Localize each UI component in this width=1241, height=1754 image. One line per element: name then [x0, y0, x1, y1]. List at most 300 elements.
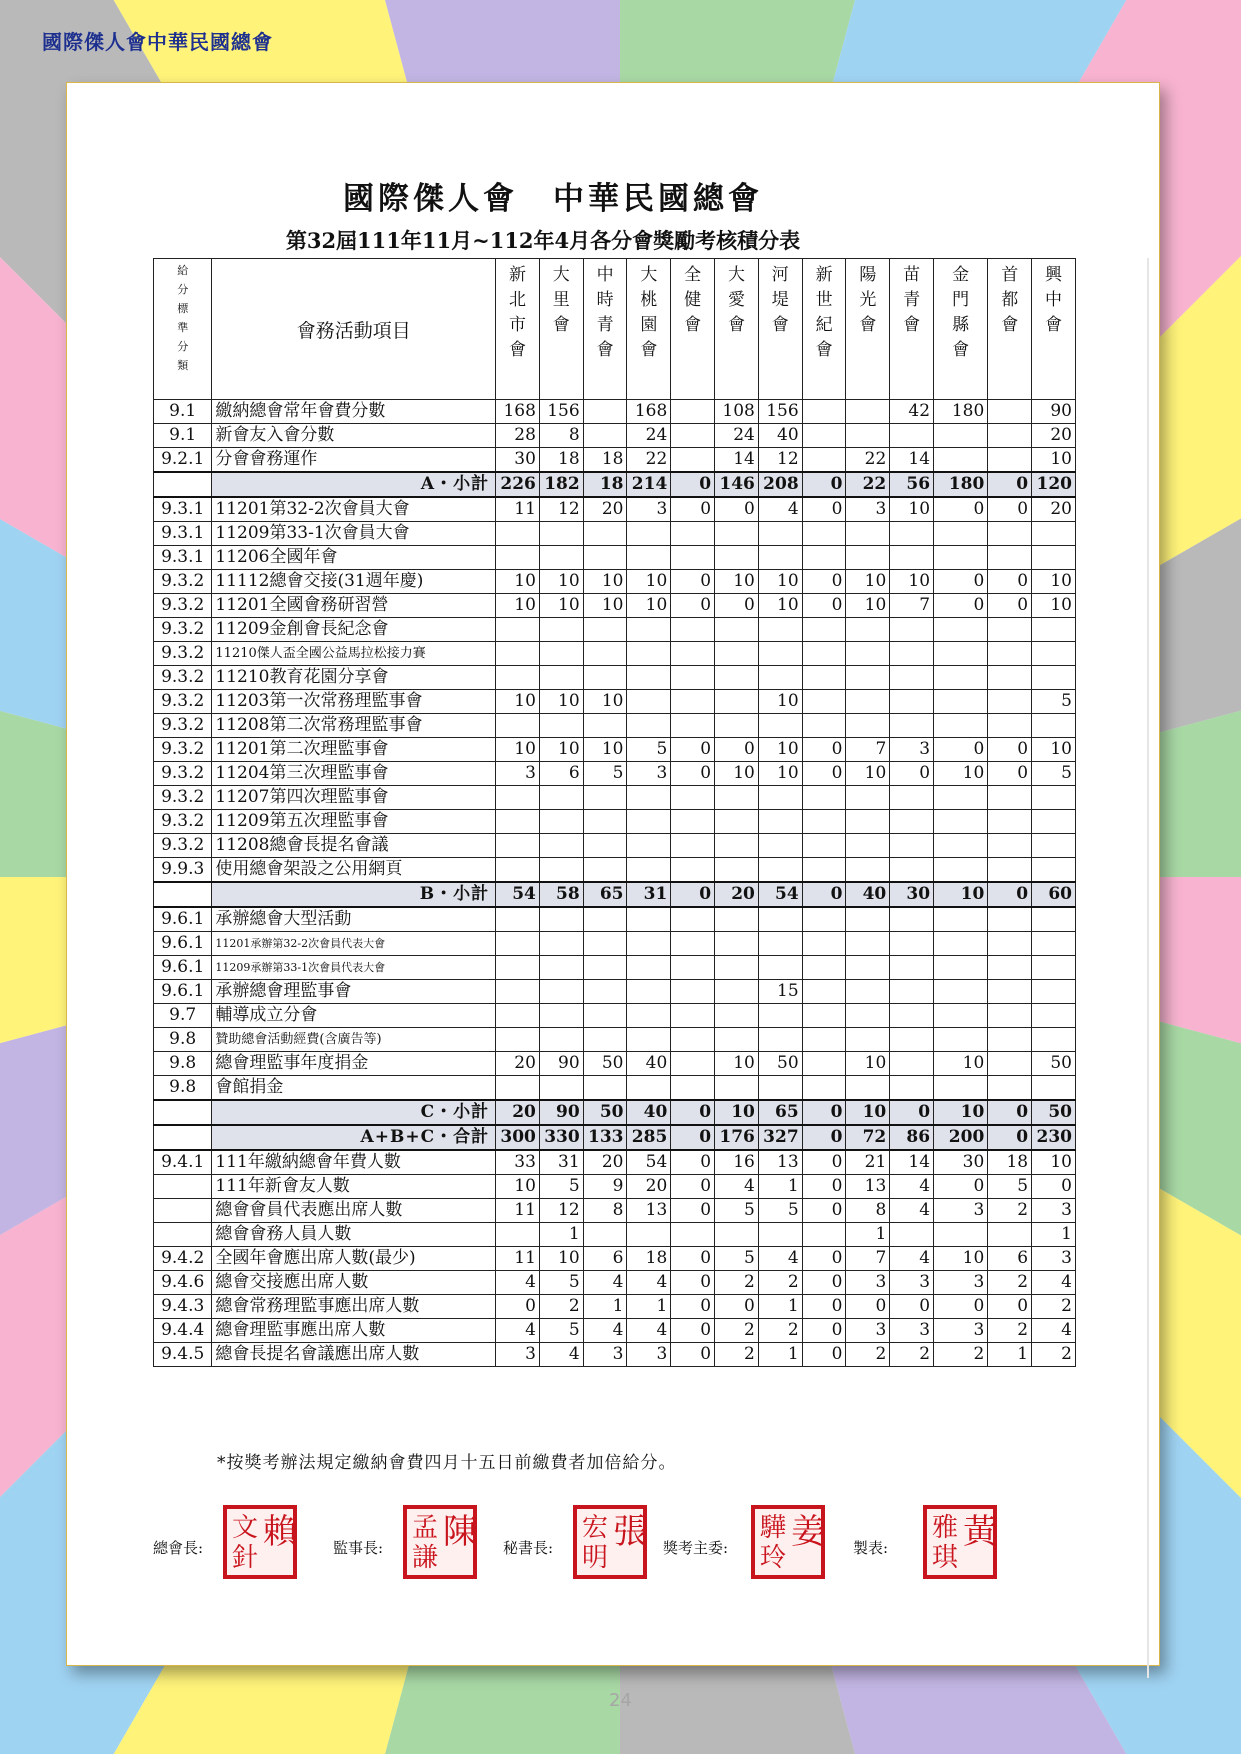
score-cell: 10: [846, 762, 890, 786]
table-row: [154, 497, 1076, 522]
club-header-char: 光: [859, 290, 877, 310]
score-cell: 0: [671, 738, 715, 762]
row-code: 9.9.3: [154, 858, 212, 883]
score-cell: [802, 956, 846, 980]
club-header-char: 興: [1045, 265, 1063, 285]
score-cell: [758, 642, 802, 666]
club-header-char: 中: [596, 265, 614, 285]
score-cell: [671, 1052, 715, 1076]
club-header: [496, 259, 540, 400]
score-cell: 2: [539, 1295, 583, 1319]
row-item: 11209第五次理監事會: [212, 810, 496, 834]
score-cell: [1032, 907, 1076, 932]
club-header-char: 全: [684, 265, 702, 285]
club-header-char: 桃: [640, 290, 658, 310]
score-cell: 10: [539, 690, 583, 714]
score-cell: [988, 1028, 1032, 1052]
row-code: 9.3.2: [154, 618, 212, 642]
club-header-char: 世: [815, 290, 833, 310]
score-cell: [671, 810, 715, 834]
score-cell: 3: [934, 1271, 988, 1295]
score-cell: [496, 714, 540, 738]
row-item: 贊助總會活動經費(含廣告等): [212, 1028, 496, 1052]
subtotal-row: [154, 1125, 1076, 1150]
score-cell: [890, 642, 934, 666]
table-row: [154, 956, 1076, 980]
score-cell: [496, 956, 540, 980]
score-cell: 18: [583, 472, 627, 497]
score-cell: 72: [846, 1125, 890, 1150]
row-code: 9.3.2: [154, 714, 212, 738]
score-cell: 10: [583, 738, 627, 762]
score-cell: 0: [802, 1295, 846, 1319]
score-cell: 0: [988, 738, 1032, 762]
score-cell: [496, 1076, 540, 1101]
score-cell: [846, 932, 890, 956]
score-cell: 0: [671, 1125, 715, 1150]
score-cell: [988, 1004, 1032, 1028]
score-cell: [802, 424, 846, 448]
club-header-char: 會: [596, 340, 614, 360]
score-cell: [671, 858, 715, 883]
row-item: 11204第三次理監事會: [212, 762, 496, 786]
seal-character: 黃: [963, 1512, 997, 1552]
score-cell: [758, 1076, 802, 1101]
footnote: *按獎考辦法規定繳納會費四月十五日前繳費者加倍給分。: [217, 1453, 677, 1473]
score-cell: 12: [539, 497, 583, 522]
score-cell: [846, 980, 890, 1004]
score-cell: [671, 907, 715, 932]
red-seal-stamp: [223, 1505, 297, 1579]
score-cell: 16: [715, 1150, 759, 1175]
score-cell: [715, 858, 759, 883]
seal-character: 宏: [581, 1513, 608, 1543]
score-cell: [802, 666, 846, 690]
score-cell: 0: [934, 570, 988, 594]
score-cell: 168: [627, 400, 671, 424]
row-item: 11209第33-1次會員大會: [212, 522, 496, 546]
score-cell: 0: [671, 1150, 715, 1175]
score-cell: [988, 1076, 1032, 1101]
club-header-char: 會: [552, 315, 570, 335]
score-cell: [1032, 834, 1076, 858]
score-cell: 0: [671, 570, 715, 594]
club-header-char: 園: [640, 315, 658, 335]
score-cell: [539, 834, 583, 858]
score-cell: 3: [627, 497, 671, 522]
score-cell: [715, 546, 759, 570]
code-header-char: 類: [177, 359, 189, 372]
score-cell: 5: [583, 762, 627, 786]
club-header-char: 會: [771, 315, 789, 335]
score-cell: 22: [627, 448, 671, 473]
score-cell: 20: [715, 882, 759, 907]
row-item: 11201承辦第32-2次會員代表大會: [212, 932, 496, 956]
score-cell: [583, 1028, 627, 1052]
row-item: 新會友入會分數: [212, 424, 496, 448]
club-header-char: 大: [552, 265, 570, 285]
score-cell: [539, 666, 583, 690]
score-cell: 0: [890, 762, 934, 786]
row-code: 9.3.2: [154, 762, 212, 786]
score-cell: 156: [539, 400, 583, 424]
score-cell: 0: [715, 594, 759, 618]
score-cell: 3: [890, 1319, 934, 1343]
score-cell: [539, 956, 583, 980]
score-cell: 56: [890, 472, 934, 497]
table-row: [154, 666, 1076, 690]
row-item: 11210傑人盃全國公益馬拉松接力賽: [212, 642, 496, 666]
table-body: [154, 400, 1076, 1367]
score-cell: [802, 907, 846, 932]
score-cell: [758, 1004, 802, 1028]
row-item: 11208總會長提名會議: [212, 834, 496, 858]
table-row: [154, 1295, 1076, 1319]
score-cell: 6: [583, 1247, 627, 1271]
score-cell: 10: [1032, 738, 1076, 762]
table-row: [154, 980, 1076, 1004]
score-cell: 0: [802, 738, 846, 762]
club-header: [890, 259, 934, 400]
score-cell: 14: [890, 1150, 934, 1175]
score-cell: 180: [934, 472, 988, 497]
score-cell: [715, 642, 759, 666]
subtotal-row: [154, 472, 1076, 497]
score-cell: 5: [539, 1271, 583, 1295]
score-cell: 5: [758, 1199, 802, 1223]
score-cell: 5: [715, 1247, 759, 1271]
score-cell: [583, 786, 627, 810]
score-cell: 0: [802, 1247, 846, 1271]
score-cell: 54: [627, 1150, 671, 1175]
score-cell: [934, 1004, 988, 1028]
score-cell: [988, 810, 1032, 834]
club-header-char: 都: [1001, 290, 1019, 310]
red-seal-stamp: [403, 1505, 477, 1579]
table-row: [154, 762, 1076, 786]
score-cell: [627, 546, 671, 570]
score-cell: [934, 932, 988, 956]
table-row: [154, 907, 1076, 932]
score-cell: 0: [890, 1295, 934, 1319]
score-cell: [758, 1223, 802, 1247]
score-cell: 230: [1032, 1125, 1076, 1150]
score-cell: [496, 642, 540, 666]
score-cell: [715, 956, 759, 980]
score-cell: 10: [539, 594, 583, 618]
club-header-char: 門: [952, 290, 970, 310]
score-cell: [846, 642, 890, 666]
score-cell: [583, 834, 627, 858]
score-cell: 0: [988, 497, 1032, 522]
club-header: [583, 259, 627, 400]
score-cell: 7: [846, 1247, 890, 1271]
score-cell: [846, 786, 890, 810]
row-code: 9.7: [154, 1004, 212, 1028]
seal-character: 姜: [791, 1512, 825, 1552]
score-cell: 13: [627, 1199, 671, 1223]
seal-character: 謙: [411, 1543, 438, 1573]
score-cell: 5: [1032, 690, 1076, 714]
score-cell: 3: [934, 1319, 988, 1343]
score-cell: 0: [715, 497, 759, 522]
score-cell: 11: [496, 1247, 540, 1271]
score-cell: [758, 714, 802, 738]
score-cell: 30: [934, 1150, 988, 1175]
score-cell: [1032, 1076, 1076, 1101]
row-item: 總會理監事年度捐金: [212, 1052, 496, 1076]
score-cell: [934, 1223, 988, 1247]
score-cell: [627, 714, 671, 738]
row-code: [154, 1175, 212, 1199]
score-cell: [758, 810, 802, 834]
score-cell: [846, 424, 890, 448]
score-cell: 0: [671, 1199, 715, 1223]
score-cell: [715, 666, 759, 690]
row-item: 總會會務人員人數: [212, 1223, 496, 1247]
score-cell: [671, 980, 715, 1004]
row-item: 總會常務理監事應出席人數: [212, 1295, 496, 1319]
score-cell: [802, 448, 846, 473]
score-cell: 214: [627, 472, 671, 497]
score-cell: [583, 1004, 627, 1028]
code-header: [154, 259, 212, 400]
score-cell: [802, 1223, 846, 1247]
signature-label: 獎考主委:: [663, 1539, 729, 1557]
seal-character: 賴: [263, 1512, 297, 1552]
row-item: 11112總會交接(31週年慶): [212, 570, 496, 594]
score-cell: [758, 522, 802, 546]
score-cell: [583, 618, 627, 642]
table-row: [154, 714, 1076, 738]
row-code: 9.3.2: [154, 666, 212, 690]
score-cell: 10: [934, 1247, 988, 1271]
score-cell: 6: [988, 1247, 1032, 1271]
row-item: 總會交接應出席人數: [212, 1271, 496, 1295]
club-header-char: 會: [815, 340, 833, 360]
score-cell: 65: [583, 882, 627, 907]
score-cell: [846, 1076, 890, 1101]
score-cell: 10: [934, 1052, 988, 1076]
score-cell: 0: [802, 1100, 846, 1125]
table-row: [154, 448, 1076, 473]
score-cell: [988, 714, 1032, 738]
score-cell: 10: [758, 570, 802, 594]
score-cell: [627, 858, 671, 883]
score-cell: [934, 834, 988, 858]
row-code: 9.8: [154, 1076, 212, 1101]
score-cell: [890, 1052, 934, 1076]
seal-character: 雅: [931, 1513, 958, 1543]
row-code: [154, 472, 212, 497]
score-cell: 2: [1032, 1295, 1076, 1319]
score-cell: [671, 424, 715, 448]
table-header-row: [154, 259, 1076, 400]
club-header-char: 紀: [815, 315, 833, 335]
row-code: 9.3.2: [154, 570, 212, 594]
club-header-char: 青: [596, 315, 614, 335]
score-cell: 0: [988, 1100, 1032, 1125]
score-cell: 10: [715, 1100, 759, 1125]
club-header-char: 苗: [903, 265, 921, 285]
score-cell: 10: [496, 1175, 540, 1199]
score-cell: 4: [627, 1271, 671, 1295]
score-cell: [988, 1223, 1032, 1247]
score-cell: [627, 810, 671, 834]
score-cell: [496, 786, 540, 810]
club-header-char: 會: [1045, 315, 1063, 335]
score-cell: [890, 546, 934, 570]
score-cell: 10: [1032, 448, 1076, 473]
score-cell: [583, 810, 627, 834]
score-cell: [890, 858, 934, 883]
score-cell: 10: [496, 738, 540, 762]
row-code: [154, 1199, 212, 1223]
club-header-char: 河: [771, 265, 789, 285]
score-cell: 10: [715, 570, 759, 594]
score-cell: 200: [934, 1125, 988, 1150]
score-cell: 90: [1032, 400, 1076, 424]
score-cell: 327: [758, 1125, 802, 1150]
score-cell: [583, 400, 627, 424]
score-cell: 50: [1032, 1052, 1076, 1076]
score-cell: 10: [496, 690, 540, 714]
score-cell: 18: [583, 448, 627, 473]
club-header-char: 健: [684, 290, 702, 310]
score-cell: 0: [802, 1319, 846, 1343]
score-cell: [671, 714, 715, 738]
score-cell: 13: [758, 1150, 802, 1175]
score-cell: [758, 546, 802, 570]
row-item: 11209承辦第33-1次會員代表大會: [212, 956, 496, 980]
table-row: [154, 932, 1076, 956]
score-cell: 0: [671, 594, 715, 618]
score-cell: [988, 932, 1032, 956]
seal-character: 明: [581, 1543, 608, 1573]
score-cell: 0: [934, 594, 988, 618]
score-cell: [890, 522, 934, 546]
row-item: 全國年會應出席人數(最少): [212, 1247, 496, 1271]
score-cell: [988, 980, 1032, 1004]
club-header-char: 會: [727, 315, 745, 335]
row-item: 111年新會友人數: [212, 1175, 496, 1199]
score-cell: 2: [758, 1271, 802, 1295]
score-cell: [715, 786, 759, 810]
code-header-char: 給: [177, 264, 189, 277]
scan-edge: [1147, 258, 1149, 1678]
score-cell: [802, 690, 846, 714]
score-cell: [846, 400, 890, 424]
score-cell: [890, 618, 934, 642]
table-row: [154, 858, 1076, 883]
score-cell: [988, 618, 1032, 642]
score-cell: [846, 1028, 890, 1052]
score-cell: [496, 980, 540, 1004]
score-cell: [627, 690, 671, 714]
table-row: [154, 1076, 1076, 1101]
score-cell: 1: [988, 1343, 1032, 1367]
score-cell: [890, 666, 934, 690]
score-cell: [715, 618, 759, 642]
score-cell: 30: [890, 882, 934, 907]
score-cell: 2: [715, 1319, 759, 1343]
row-code: 9.4.2: [154, 1247, 212, 1271]
score-cell: [583, 546, 627, 570]
row-item: 總會會員代表應出席人數: [212, 1199, 496, 1223]
score-cell: [496, 858, 540, 883]
score-cell: 31: [627, 882, 671, 907]
score-cell: [802, 546, 846, 570]
score-cell: [802, 858, 846, 883]
score-cell: [1032, 522, 1076, 546]
row-item: 承辦總會大型活動: [212, 907, 496, 932]
score-cell: 156: [758, 400, 802, 424]
score-cell: 18: [539, 448, 583, 473]
table-row: [154, 1175, 1076, 1199]
table-row: [154, 594, 1076, 618]
score-cell: [496, 666, 540, 690]
score-cell: [671, 522, 715, 546]
club-header-char: 青: [903, 290, 921, 310]
score-cell: [539, 932, 583, 956]
score-cell: [539, 714, 583, 738]
score-cell: [988, 690, 1032, 714]
score-cell: [583, 956, 627, 980]
score-cell: 3: [890, 1271, 934, 1295]
score-cell: [758, 786, 802, 810]
club-header: [539, 259, 583, 400]
score-cell: 10: [715, 1052, 759, 1076]
table-row: [154, 810, 1076, 834]
row-item: 11201第32-2次會員大會: [212, 497, 496, 522]
score-cell: [627, 786, 671, 810]
score-cell: [715, 714, 759, 738]
score-cell: [934, 546, 988, 570]
score-cell: 3: [627, 1343, 671, 1367]
row-code: 9.3.2: [154, 738, 212, 762]
score-cell: 0: [496, 1295, 540, 1319]
score-cell: [846, 858, 890, 883]
table-row: [154, 1319, 1076, 1343]
score-cell: 18: [627, 1247, 671, 1271]
score-cell: [988, 834, 1032, 858]
score-cell: 58: [539, 882, 583, 907]
score-cell: [988, 1052, 1032, 1076]
score-cell: 10: [539, 570, 583, 594]
score-cell: [802, 1004, 846, 1028]
score-cell: [627, 1076, 671, 1101]
score-cell: 0: [988, 472, 1032, 497]
score-cell: 2: [988, 1199, 1032, 1223]
score-cell: [583, 642, 627, 666]
score-cell: 1: [846, 1223, 890, 1247]
score-cell: 2: [846, 1343, 890, 1367]
score-cell: [890, 810, 934, 834]
score-cell: [715, 1076, 759, 1101]
table-row: [154, 546, 1076, 570]
row-code: 9.4.3: [154, 1295, 212, 1319]
score-cell: [627, 666, 671, 690]
score-cell: [627, 907, 671, 932]
score-cell: [671, 448, 715, 473]
row-code: 9.3.1: [154, 522, 212, 546]
row-code: 9.8: [154, 1052, 212, 1076]
score-cell: [583, 1223, 627, 1247]
table-row: [154, 1052, 1076, 1076]
row-item: 11208第二次常務理監事會: [212, 714, 496, 738]
score-cell: [671, 690, 715, 714]
table-row: [154, 570, 1076, 594]
